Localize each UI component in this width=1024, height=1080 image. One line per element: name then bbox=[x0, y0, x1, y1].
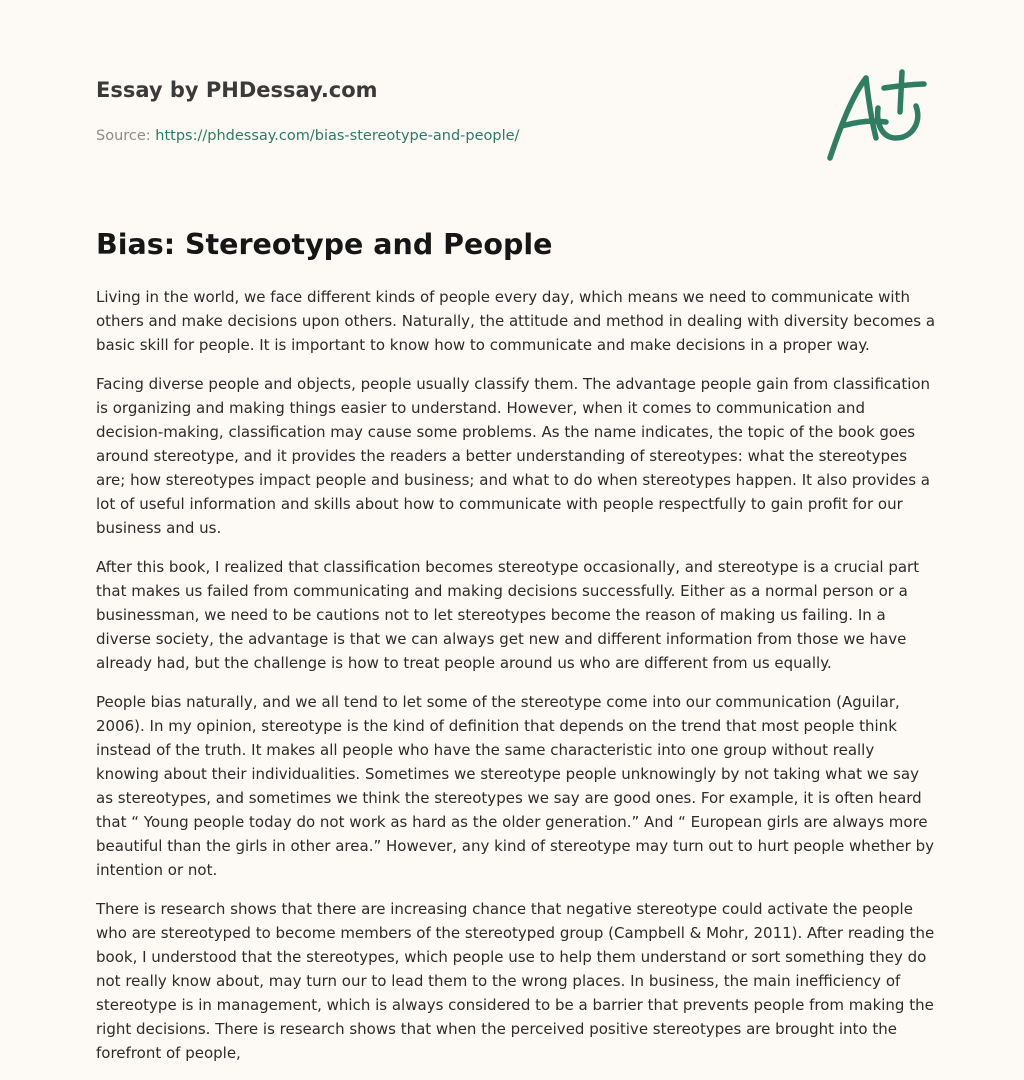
article-body bbox=[96, 285, 936, 1080]
paragraph: There is research shows that there are increasing chance that negative stereotype could activate the people who are stereotyped to become members of the stereotyped group (Campbell & Mohr, 2011). After reading the book, I understood that the stereotypes, which people use to help them understand or sort something they do not really know about, may turn our to lead them to the wrong places. In business, the main inefficiency of stereotype is in management, which is always considered to be a barrier that prevents people from making the right decisions. There is research shows that when the perceived positive stereotypes are brought into the forefront of people, bbox=[96, 900, 935, 1062]
paragraph: People bias naturally, and we all tend to let some of the stereotype come into our communication (Aguilar, 2006). In my opinion, stereotype is the kind of definition that depends on the trend that most people think instead of the truth. It makes all people who have the same characteristic into one group without really knowing about their individualities. Sometimes we stereotype people unknowingly by not taking what we say as stereotypes, and sometimes we think the stereotypes we say are good ones. For example, it is often heard that “ Young people today do not work as hard as the older generation.” And “ European girls are always more beautiful than the girls in other area.” However, any kind of stereotype may turn out to hurt people whether by intention or not. bbox=[96, 693, 934, 879]
source-label: Source: bbox=[96, 128, 156, 144]
page-header bbox=[96, 76, 796, 146]
article-title: Bias: Stereotype and People bbox=[96, 228, 553, 261]
a-plus-logo-icon bbox=[820, 66, 930, 166]
paragraph: Facing diverse people and objects, people usually classify them. The advantage people gain from classification is organizing and making things easier to understand. However, when it comes to communication and decision-making, classification may cause some problems. As the name indicates, the topic of the book goes around stereotype, and it provides the readers a better understanding of stereotypes: what the stereotypes are; how stereotypes impact people and business; and what to do when stereotypes happen. It also provides a lot of useful information and skills about how to communicate with people respectfully to gain profit for our business and us. bbox=[96, 375, 931, 537]
source-line bbox=[96, 126, 796, 146]
site-title: Essay by PHDessay.com bbox=[96, 78, 378, 102]
paragraph: Living in the world, we face different kinds of people every day, which means we need to communicate with others and make decisions upon others. Naturally, the attitude and method in dealing with diversity becomes a basic skill for people. It is important to know how to communicate and make decisions in a proper way. bbox=[96, 288, 936, 354]
paragraph: After this book, I realized that classification becomes stereotype occasionally, and stereotype is a crucial part that makes us failed from communicating and making decisions successfully. Either as a normal person or a businessman, we need to be cautions not to let stereotypes become the reason of making us failing. In a diverse society, the advantage is that we can always get new and different information from those we have already had, but the challenge is how to treat people around us who are different from us equally. bbox=[96, 558, 920, 672]
source-link[interactable]: https://phdessay.com/bias-stereotype-and-people/ bbox=[155, 128, 520, 144]
